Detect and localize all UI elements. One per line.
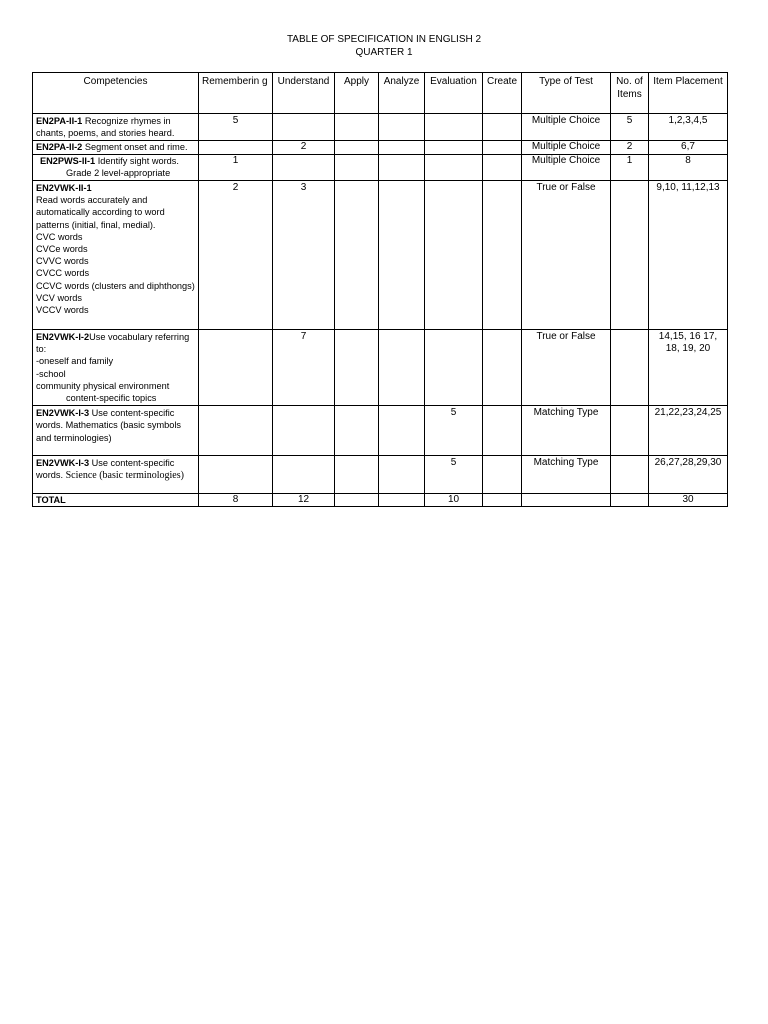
competency-cell — [33, 181, 199, 330]
understand-cell: 7 — [273, 330, 335, 406]
vocabulary-item: content-specific topics — [66, 393, 157, 404]
type-of-test-cell: True or False — [522, 181, 611, 330]
total-understand: 12 — [273, 494, 335, 507]
col-create: Create — [483, 73, 522, 114]
type-of-test-cell: Multiple Choice — [522, 114, 611, 141]
col-apply: Apply — [335, 73, 379, 114]
create-cell — [483, 330, 522, 406]
create-cell — [483, 406, 522, 456]
remembering-cell — [199, 406, 273, 456]
competency-code: EN2PA-II-1 — [36, 116, 83, 126]
competency-cell — [33, 114, 199, 141]
competency-subtext: Grade 2 level-appropriate — [66, 167, 171, 178]
competency-code: EN2PA-II-2 — [36, 142, 83, 153]
competency-text: Recognize rhymes in chants, poems, and stories heard. — [36, 116, 175, 139]
table-row — [33, 114, 728, 141]
type-of-test-cell: True or False — [522, 330, 611, 406]
no-of-items-cell — [611, 181, 649, 330]
item-placement-cell: 21,22,23,24,25 — [649, 406, 728, 456]
type-of-test-cell: Multiple Choice — [522, 154, 611, 180]
col-understand: Understand — [273, 73, 335, 114]
total-analyze — [379, 494, 425, 507]
understand-cell — [273, 456, 335, 494]
total-item-placement: 30 — [649, 494, 728, 507]
understand-cell: 2 — [273, 141, 335, 154]
total-row — [33, 494, 728, 507]
no-of-items-cell — [611, 456, 649, 494]
create-cell — [483, 141, 522, 154]
analyze-cell — [379, 141, 425, 154]
word-pattern-item: CCVC words (clusters and diphthongs) — [36, 280, 195, 291]
apply-cell — [335, 456, 379, 494]
total-label: TOTAL — [33, 494, 199, 507]
competency-subtext: Science (basic terminologies) — [65, 470, 184, 482]
col-analyze: Analyze — [379, 73, 425, 114]
analyze-cell — [379, 330, 425, 406]
col-no-of-items: No. of Items — [611, 73, 649, 114]
word-pattern-item: CVC words — [36, 231, 83, 242]
total-remembering: 8 — [199, 494, 273, 507]
evaluation-cell: 5 — [425, 406, 483, 456]
col-type-of-test: Type of Test — [522, 73, 611, 114]
competency-cell — [33, 154, 199, 180]
competency-cell — [33, 456, 199, 494]
total-apply — [335, 494, 379, 507]
competency-cell — [33, 330, 199, 406]
total-type-of-test — [522, 494, 611, 507]
table-row — [33, 181, 728, 330]
create-cell — [483, 154, 522, 180]
competency-text: Identify sight words. — [95, 155, 179, 166]
document-title — [0, 33, 768, 59]
analyze-cell — [379, 406, 425, 456]
type-of-test-cell: Multiple Choice — [522, 141, 611, 154]
total-no-of-items — [611, 494, 649, 507]
analyze-cell — [379, 154, 425, 180]
create-cell — [483, 114, 522, 141]
competency-cell — [33, 141, 199, 154]
competency-cell — [33, 406, 199, 456]
word-pattern-item: VCV words — [36, 292, 82, 303]
table-row — [33, 141, 728, 154]
no-of-items-cell: 5 — [611, 114, 649, 141]
evaluation-cell — [425, 141, 483, 154]
item-placement-cell: 6,7 — [649, 141, 728, 154]
word-pattern-item: CVVC words — [36, 256, 89, 267]
competency-text: Use content-specific words. Mathematics (basic symbols and terminologies) — [36, 408, 181, 443]
apply-cell — [335, 154, 379, 180]
competency-code: EN2VWK-I-3 — [36, 408, 90, 419]
no-of-items-cell: 1 — [611, 154, 649, 180]
total-create — [483, 494, 522, 507]
remembering-cell — [199, 330, 273, 406]
remembering-cell: 1 — [199, 154, 273, 180]
type-of-test-cell: Matching Type — [522, 406, 611, 456]
subtitle-line: QUARTER 1 — [355, 47, 413, 58]
create-cell — [483, 181, 522, 330]
remembering-cell — [199, 141, 273, 154]
remembering-cell: 2 — [199, 181, 273, 330]
create-cell — [483, 456, 522, 494]
competency-text: Use content-specific words. — [36, 458, 175, 481]
apply-cell — [335, 330, 379, 406]
no-of-items-cell — [611, 406, 649, 456]
analyze-cell — [379, 114, 425, 141]
no-of-items-cell — [611, 330, 649, 406]
word-pattern-item: VCCV words — [36, 305, 89, 316]
header-row — [33, 73, 728, 114]
remembering-cell: 5 — [199, 114, 273, 141]
understand-cell — [273, 406, 335, 456]
item-placement-cell: 8 — [649, 154, 728, 180]
competency-text: Use vocabulary referring to: — [36, 332, 190, 355]
competency-code: EN2VWK-I-3 — [36, 458, 90, 469]
understand-cell — [273, 114, 335, 141]
competency-text: Segment onset and rime. — [82, 142, 188, 153]
evaluation-cell — [425, 330, 483, 406]
evaluation-cell — [425, 154, 483, 180]
item-placement-cell: 26,27,28,29,30 — [649, 456, 728, 494]
col-evaluation: Evaluation — [425, 73, 483, 114]
evaluation-cell — [425, 114, 483, 141]
competency-code: EN2PWS-II-1 — [40, 155, 96, 166]
competency-code: EN2VWK-I-2 — [36, 332, 90, 343]
item-placement-cell: 9,10, 11,12,13 — [649, 181, 728, 330]
competency-text: Read words accurately and automatically according to word patterns (initial, final, medial). — [36, 195, 165, 230]
apply-cell — [335, 141, 379, 154]
title-line: TABLE OF SPECIFICATION IN ENGLISH 2 — [286, 34, 482, 45]
analyze-cell — [379, 456, 425, 494]
table-row — [33, 330, 728, 406]
understand-cell — [273, 154, 335, 180]
specification-table — [32, 72, 728, 507]
competency-code: EN2VWK-II-1 — [36, 183, 92, 194]
col-item-placement: Item Placement — [649, 73, 728, 114]
vocabulary-item: community physical environment — [36, 380, 170, 391]
item-placement-cell: 1,2,3,4,5 — [649, 114, 728, 141]
vocabulary-item: -school — [36, 368, 66, 379]
apply-cell — [335, 114, 379, 141]
total-evaluation: 10 — [425, 494, 483, 507]
table-row — [33, 456, 728, 494]
col-competencies: Competencies — [33, 73, 199, 114]
evaluation-cell: 5 — [425, 456, 483, 494]
remembering-cell — [199, 456, 273, 494]
type-of-test-cell: Matching Type — [522, 456, 611, 494]
word-pattern-item: CVCC words — [36, 268, 90, 279]
evaluation-cell — [425, 181, 483, 330]
word-pattern-item: CVCe words — [36, 244, 88, 255]
analyze-cell — [379, 181, 425, 330]
vocabulary-item: -oneself and family — [36, 356, 114, 367]
table-row — [33, 154, 728, 180]
understand-cell: 3 — [273, 181, 335, 330]
apply-cell — [335, 406, 379, 456]
no-of-items-cell: 2 — [611, 141, 649, 154]
table-row — [33, 406, 728, 456]
apply-cell — [335, 181, 379, 330]
col-remembering: Rememberin g — [199, 73, 273, 114]
item-placement-cell: 14,15, 16 17, 18, 19, 20 — [649, 330, 728, 406]
